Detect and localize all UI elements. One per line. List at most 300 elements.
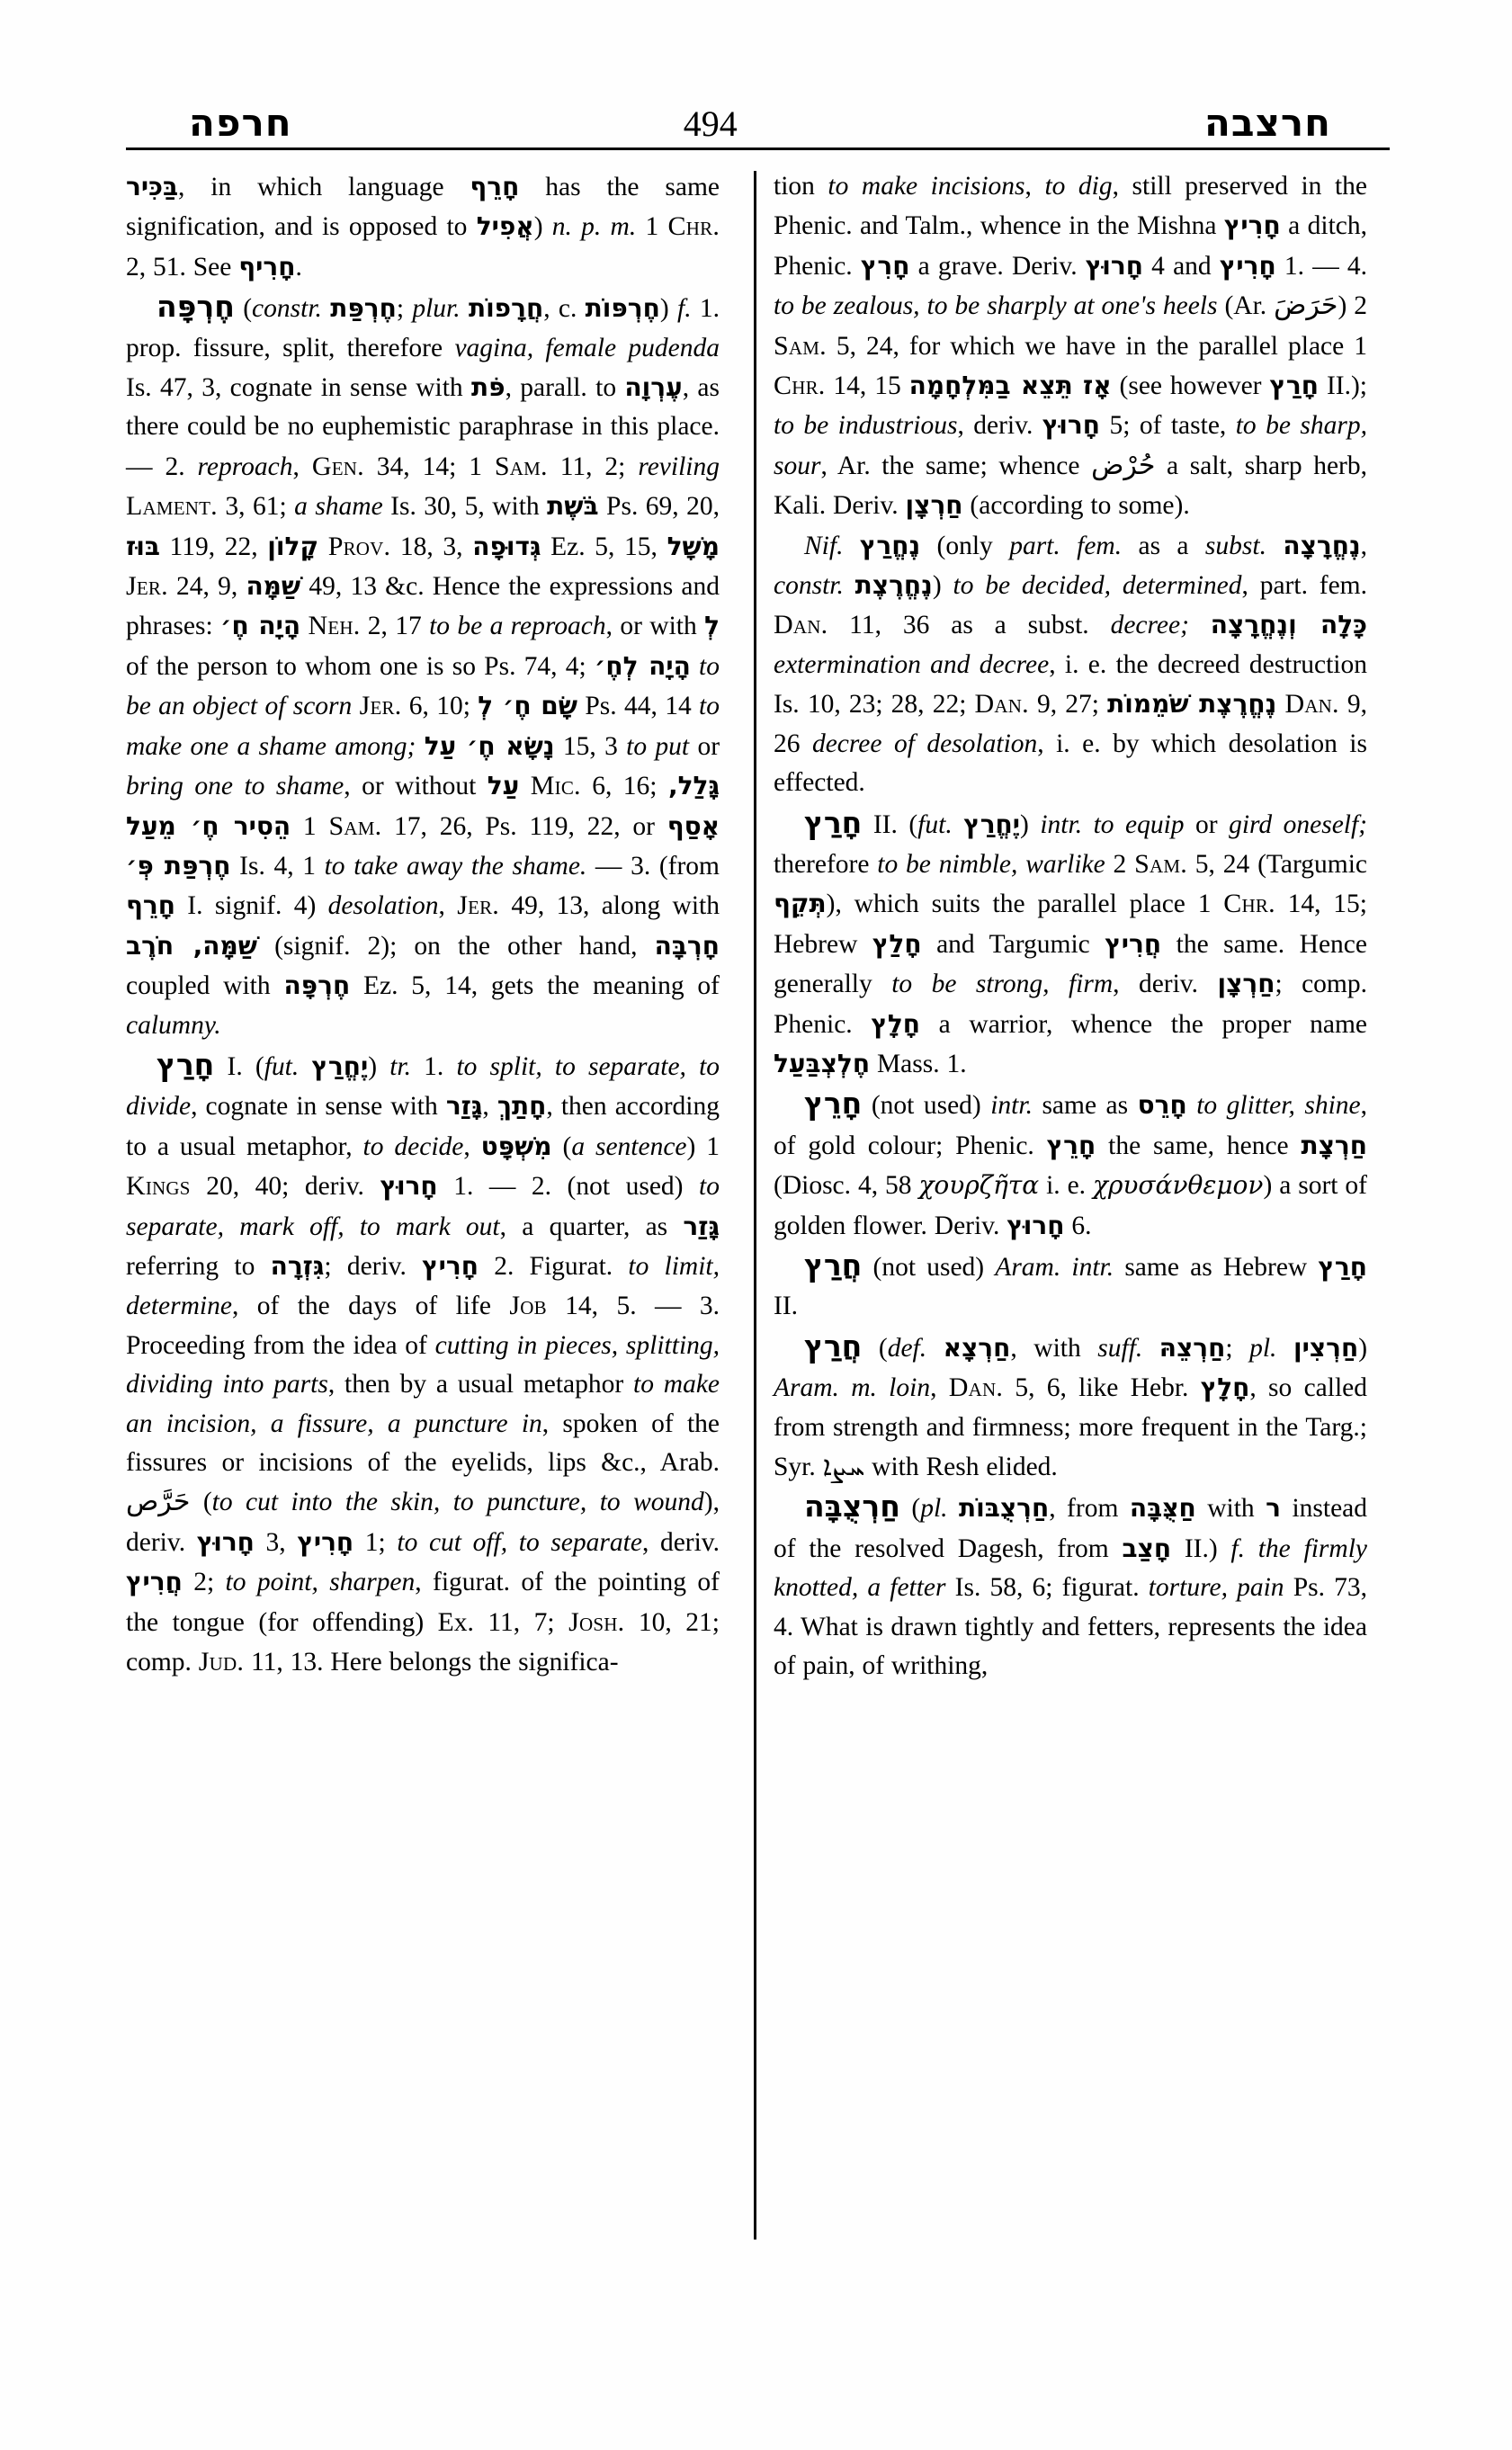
- body-text: , c.: [543, 294, 586, 324]
- body-text: [322, 294, 330, 323]
- body-text: 9, 27;: [1028, 690, 1108, 720]
- hebrew-word: חָרִיץ: [1223, 210, 1281, 241]
- body-text: , part. fem.: [1241, 571, 1367, 601]
- body-text: Ps. 69, 20,: [598, 492, 720, 522]
- body-text: therefore: [774, 849, 878, 879]
- body-text: [1266, 532, 1283, 560]
- body-text: , Ar. the same; whence: [820, 451, 1092, 480]
- hebrew-word: יֶחֱרַץ: [311, 1051, 369, 1081]
- body-text: ,: [1360, 531, 1368, 560]
- italic-gloss: to split, to separate, to divide: [126, 1051, 720, 1122]
- body-text: , deriv.: [641, 1527, 720, 1557]
- body-text: , i. e. by which desolation is effected.: [774, 729, 1367, 798]
- hebrew-word: גְּדוּפָה: [472, 531, 541, 561]
- body-text: [318, 532, 328, 561]
- scripture-reference: Dan.: [974, 689, 1029, 720]
- scripture-reference: Jer.: [359, 691, 402, 721]
- hebrew-word: חַרְצֵהּ: [1159, 1332, 1226, 1363]
- hebrew-word: חָרוּץ: [1042, 410, 1101, 441]
- italic-gloss: pl.: [1249, 1333, 1277, 1363]
- body-text: I. signif. 4): [175, 891, 328, 921]
- body-text: a ditch, Phenic.: [774, 211, 1367, 281]
- hebrew-word: חָלָץ: [1200, 1373, 1250, 1403]
- body-text: (: [899, 1494, 921, 1524]
- dictionary-entry: [774, 1327, 1367, 1488]
- running-head-right-headword: חרצבה: [1203, 101, 1331, 145]
- hebrew-word: חָרֵס: [1137, 1090, 1187, 1121]
- body-text: 11, 13. Here belongs the significa-: [244, 1648, 619, 1677]
- hebrew-word: חֶרְפַּת: [330, 293, 397, 324]
- body-text: , then by a usual metaphor: [327, 1370, 634, 1399]
- body-text: 11, 2;: [547, 452, 639, 481]
- body-text: instead of the resolved Dagesh, from: [774, 1494, 1368, 1563]
- hebrew-word: הָיָה לְחֶ׳: [594, 650, 691, 681]
- hebrew-word: אֲפִיל: [476, 211, 534, 242]
- body-text: 119, 22,: [159, 532, 268, 561]
- hebrew-word: חֲרַץ: [804, 1328, 863, 1364]
- italic-gloss: to dig: [1044, 172, 1113, 201]
- scripture-reference: Lament.: [126, 491, 218, 522]
- italic-gloss: fut.: [264, 1051, 300, 1081]
- hebrew-word: חָרֵץ: [804, 1086, 863, 1122]
- hebrew-word: פֹּת: [471, 372, 505, 403]
- body-text: 14, 5. — 3. Proceeding from the idea of: [126, 1292, 720, 1360]
- body-text: 2;: [182, 1568, 226, 1597]
- scripture-reference: Chr.: [667, 211, 720, 242]
- hebrew-word: חָרֵץ: [1046, 1130, 1096, 1160]
- hebrew-word: גָּזַר: [683, 1211, 720, 1241]
- italic-gloss: to be a reproach: [429, 612, 606, 641]
- italic-gloss: to put: [626, 731, 690, 761]
- body-text: [926, 1334, 944, 1363]
- dictionary-entry: [126, 287, 720, 1045]
- hebrew-word: תְּקֵף: [774, 889, 827, 919]
- body-text: (according to some).: [962, 491, 1190, 521]
- body-text: 2: [1105, 849, 1135, 879]
- body-text: a grave. Deriv.: [909, 251, 1086, 281]
- hebrew-word: נֶחֱרֶצֶת שֹׁמֵמוֹת: [1107, 689, 1277, 720]
- italic-gloss: to separate, mark off, to mark out: [126, 1172, 720, 1241]
- greek-word: χρυσάνθεμον: [1092, 1170, 1264, 1201]
- hebrew-word: נָשָׂא חֶ׳ עַל: [424, 730, 555, 761]
- italic-gloss: suff.: [1097, 1333, 1143, 1363]
- body-text: 34, 14; 1: [363, 452, 495, 481]
- body-text: has the same signification, and is opposed to: [126, 173, 720, 242]
- body-text: 1. — 2. (not used): [437, 1172, 700, 1202]
- body-text: ): [932, 571, 953, 601]
- dictionary-entry: [126, 1045, 720, 1683]
- italic-gloss: calumny.: [126, 1010, 221, 1040]
- body-text: [299, 1052, 311, 1081]
- scripture-reference: Gen.: [311, 451, 364, 481]
- italic-gloss: def.: [887, 1333, 927, 1363]
- body-text: Ps. 73, 4. What is drawn tightly and fetters, represents the idea of pain, of writhing,: [774, 1573, 1367, 1681]
- italic-gloss: to be decided, determined: [953, 571, 1242, 601]
- italic-gloss: to limit, determine: [126, 1251, 720, 1321]
- dictionary-entry: [774, 1084, 1367, 1246]
- hebrew-word: חַרְצֻבּוֹת: [959, 1493, 1050, 1524]
- body-text: and Targumic: [921, 929, 1105, 959]
- italic-gloss: plur.: [412, 294, 461, 324]
- body-text: , with: [1010, 1333, 1098, 1363]
- body-text: (not used): [862, 1252, 996, 1282]
- hebrew-word: חָרוּץ: [1007, 1210, 1065, 1240]
- body-text: ), deriv.: [126, 1488, 720, 1557]
- left-column: [126, 167, 739, 2245]
- italic-gloss: to be industrious: [774, 411, 958, 441]
- body-text: [953, 810, 963, 839]
- dictionary-entry: [774, 1246, 1367, 1327]
- body-text: 5, 24 (Targumic: [1186, 849, 1367, 879]
- body-text: .: [295, 252, 302, 282]
- body-text: ,: [930, 1373, 949, 1403]
- body-text: ;: [1225, 1333, 1250, 1363]
- body-text: ): [1358, 1333, 1368, 1363]
- body-text: 14, 15: [825, 371, 909, 401]
- body-text: , a quarter, as: [499, 1212, 684, 1241]
- body-text: II.);: [1319, 371, 1367, 401]
- body-text: 20, 40; deriv.: [190, 1172, 380, 1202]
- scripture-reference: Sam.: [1134, 848, 1187, 879]
- body-text: 49, 13, along with: [499, 891, 720, 921]
- scripture-reference: Jud.: [198, 1647, 245, 1677]
- body-text: 2, 51. See: [126, 252, 239, 282]
- body-text: a warrior, whence the proper name: [920, 1009, 1367, 1039]
- hebrew-word: חֶרְפָּה: [157, 289, 235, 325]
- italic-gloss: to point, sharpen: [225, 1568, 416, 1597]
- hebrew-word: חַצֻּבָּה: [1129, 1493, 1196, 1524]
- hebrew-word: חַרְצֻבָּה: [804, 1489, 900, 1525]
- scripture-reference: Kings: [126, 1171, 191, 1202]
- body-text: ): [368, 1051, 390, 1081]
- hebrew-word: עַל: [487, 771, 520, 801]
- hebrew-word: חֶרְפָּה: [283, 970, 351, 1001]
- italic-gloss: to cut into the skin, to puncture, to wound: [211, 1488, 704, 1517]
- body-text: [844, 571, 855, 600]
- hebrew-word: לְ: [704, 611, 720, 641]
- body-text: (: [551, 1131, 572, 1161]
- body-text: I. (: [214, 1051, 264, 1081]
- body-text: the same, hence: [1096, 1131, 1302, 1160]
- scripture-reference: Sam.: [774, 330, 827, 361]
- hebrew-word: חֲרִיץ: [1105, 928, 1162, 959]
- italic-gloss: to decide: [362, 1131, 464, 1161]
- italic-gloss: to be sharp, sour: [774, 411, 1367, 480]
- italic-gloss: desolation: [327, 891, 439, 921]
- hebrew-word: חָרַץ: [1318, 1251, 1367, 1282]
- body-text: ): [533, 212, 552, 242]
- hebrew-word: חֲרָפוֹת: [468, 293, 544, 324]
- italic-gloss: tr.: [389, 1051, 412, 1081]
- body-text: 15, 3: [554, 731, 627, 761]
- italic-gloss: vagina, female pudenda: [454, 333, 720, 362]
- body-text: 1: [291, 811, 329, 841]
- body-text: [1142, 1334, 1159, 1363]
- body-text: as a: [1122, 531, 1205, 560]
- hebrew-word: אָסַף חֶרְפַּת פְּ׳: [126, 810, 720, 881]
- scripture-reference: Josh.: [568, 1606, 625, 1637]
- body-text: same as Hebrew: [1114, 1252, 1319, 1282]
- body-text: (Ar.: [1217, 291, 1275, 321]
- right-column: [739, 167, 1367, 2245]
- italic-gloss: a shame: [294, 492, 383, 522]
- body-text: [1187, 1091, 1196, 1120]
- body-text: , spoken of the fissures or incisions of the eyelids, lips &c., Arab.: [126, 1408, 720, 1477]
- italic-gloss: n. p. m.: [551, 212, 637, 242]
- italic-gloss: to make incisions: [828, 172, 1025, 201]
- hebrew-word: שַׁמָּה, חֹרֶב: [126, 930, 257, 961]
- italic-gloss: reproach: [197, 452, 293, 481]
- body-text: referring to: [126, 1251, 271, 1281]
- body-text: Is. 47, 3, cognate in sense with: [126, 373, 472, 403]
- hebrew-word: חָרוּץ: [196, 1526, 255, 1557]
- body-text: (see however: [1111, 371, 1270, 401]
- body-text: (: [190, 1488, 212, 1517]
- body-text: 4 and: [1142, 251, 1220, 281]
- body-text: with: [1195, 1494, 1266, 1524]
- scripture-reference: Dan.: [948, 1373, 1004, 1403]
- body-text: 1;: [353, 1527, 398, 1557]
- body-text: , figurat. of the pointing of the tongue (for offending) Ex. 11, 7;: [126, 1568, 720, 1637]
- hebrew-word: חַרְצָא: [943, 1332, 1011, 1363]
- body-text: a salt, sharp herb, Kali. Deriv.: [774, 451, 1368, 521]
- italic-gloss: to make an incision, a fissure, a puncture in: [126, 1370, 720, 1438]
- hebrew-word: חַרְצָן: [905, 490, 963, 521]
- italic-gloss: Aram. m. loin: [774, 1373, 931, 1403]
- body-text: Mass. 1.: [870, 1049, 967, 1078]
- dictionary-entry: [774, 167, 1367, 526]
- body-text: , then according to a usual metaphor,: [126, 1092, 720, 1161]
- body-text: , of the days of life: [231, 1292, 510, 1321]
- hebrew-word: יֶחֱרַץ: [963, 809, 1021, 839]
- body-text: 6, 16;: [580, 772, 668, 801]
- body-text: , or without: [344, 772, 488, 801]
- body-text: ,: [482, 1092, 497, 1122]
- arabic-word: ܚܨܐ: [822, 1451, 865, 1482]
- body-text: Is. 4, 1: [230, 851, 325, 881]
- italic-gloss: to be an object of scorn: [126, 651, 720, 721]
- italic-gloss: intr. to equip: [1040, 809, 1185, 839]
- hebrew-word: עֶרְוָה: [624, 372, 683, 403]
- body-text: (signif. 2); on the other hand,: [257, 931, 655, 961]
- body-text: [519, 772, 530, 800]
- italic-gloss: f.: [677, 294, 692, 324]
- italic-gloss: to be zealous, to be sharply at one's heels: [774, 291, 1218, 321]
- scripture-reference: Sam.: [494, 451, 548, 481]
- body-text: tion: [774, 172, 828, 201]
- body-text: ,: [463, 1131, 481, 1161]
- body-text: [416, 732, 424, 761]
- body-text: II.): [1171, 1533, 1231, 1563]
- body-text: , from: [1049, 1494, 1130, 1524]
- hebrew-word: חַרְצִין: [1293, 1332, 1359, 1363]
- scripture-reference: Dan.: [1284, 689, 1339, 720]
- body-columns: [126, 167, 1394, 2245]
- hebrew-word: חָרַץ: [804, 804, 863, 840]
- body-text: [691, 652, 699, 681]
- body-text: , cognate in sense with: [191, 1092, 446, 1122]
- body-text: 9, 26: [774, 690, 1368, 758]
- scripture-reference: Sam.: [328, 810, 382, 841]
- hebrew-word: חֲרַץ: [804, 1247, 863, 1283]
- body-text: or: [689, 731, 720, 761]
- body-text: — 3. (from: [586, 851, 720, 881]
- body-text: 11, 36 as a subst.: [828, 611, 1111, 640]
- hebrew-word: גָּלַל, הֵסִיר חֶ׳ מֵעַל: [126, 771, 720, 841]
- body-text: (: [234, 294, 253, 324]
- scripture-reference: Mic.: [530, 771, 581, 801]
- hebrew-word: חֶלְצְבַּעַל: [774, 1048, 871, 1078]
- italic-gloss: Nif.: [804, 531, 844, 560]
- italic-gloss: extermination and decree: [774, 649, 1050, 679]
- page-number: 494: [683, 103, 738, 144]
- italic-gloss: to cut off, to separate: [397, 1527, 642, 1557]
- italic-gloss: torture, pain: [1148, 1573, 1284, 1603]
- dictionary-entry: [774, 1487, 1367, 1685]
- body-text: coupled with: [126, 971, 284, 1001]
- hebrew-word: חָרֵף: [126, 890, 175, 921]
- hebrew-word: נֶחֱרָצָה: [1283, 530, 1361, 560]
- body-text: with Resh elided.: [864, 1453, 1058, 1481]
- scripture-reference: Prov.: [327, 531, 391, 561]
- body-text: [948, 1494, 959, 1523]
- body-text: , in which language: [178, 173, 470, 201]
- body-text: 5, 6, like Hebr.: [1003, 1373, 1201, 1403]
- body-text: ;: [396, 294, 413, 324]
- body-text: 17, 26, Ps. 119, 22, or: [381, 811, 667, 841]
- hebrew-word: חַרְצָת: [1301, 1130, 1368, 1160]
- italic-gloss: f. the firmly knotted, a fetter: [774, 1533, 1367, 1603]
- body-text: Ez. 5, 15,: [541, 532, 667, 561]
- body-text: ) 2: [1338, 291, 1368, 321]
- hebrew-word: חָרִץ: [860, 250, 910, 281]
- italic-gloss: gird oneself;: [1229, 809, 1368, 839]
- hebrew-word: חַרְצָן: [1217, 969, 1275, 999]
- body-text: 49, 13 &c. Hence the expressions and phrases:: [126, 572, 720, 641]
- body-text: ) 1: [686, 1131, 720, 1161]
- header-rule: [126, 148, 1390, 150]
- italic-gloss: cutting in pieces, splitting, dividing into parts: [126, 1330, 720, 1399]
- hebrew-word: חָצַב: [1122, 1533, 1172, 1563]
- body-text: [352, 692, 359, 720]
- body-text: (Diosc. 4, 58: [774, 1171, 919, 1201]
- hebrew-word: חָלָץ: [871, 1008, 920, 1039]
- hebrew-word: נֶחֱרֶצֶת: [854, 570, 933, 601]
- body-text: , deriv.: [1113, 970, 1218, 999]
- hebrew-word: גָּזַר: [445, 1091, 483, 1122]
- hebrew-word: חָרְבָּה: [654, 930, 720, 961]
- hebrew-word: חָרִיץ: [297, 1526, 354, 1557]
- italic-gloss: a sentence: [571, 1131, 687, 1161]
- arabic-word: حَرَضَ: [1274, 290, 1338, 322]
- hebrew-word: קָלוֹן: [267, 531, 319, 561]
- body-text: [1189, 611, 1211, 639]
- body-text: 1. — 4.: [1275, 251, 1367, 281]
- hebrew-word: נֶחֱרַץ: [859, 530, 921, 560]
- italic-gloss: constr.: [774, 571, 844, 601]
- hebrew-word: חָרִיף: [238, 251, 296, 282]
- body-text: 1: [636, 212, 668, 242]
- hebrew-word: חָרִיץ: [1219, 250, 1276, 281]
- italic-gloss: Aram. intr.: [995, 1252, 1114, 1282]
- body-text: 18, 3,: [390, 532, 473, 561]
- body-text: Ez. 5, 14, gets the meaning of: [350, 971, 720, 1001]
- body-text: , parall. to: [505, 373, 625, 403]
- body-text: , or with: [605, 612, 705, 641]
- body-text: ), which suits the parallel place 1: [826, 890, 1224, 919]
- hebrew-word: בַּכִּיר: [126, 172, 179, 201]
- italic-gloss: reviling: [638, 452, 720, 481]
- body-text: , still preserved in the Phenic. and Talm., whence in the Mishna: [774, 172, 1367, 241]
- body-text: 24, 9,: [167, 572, 246, 602]
- italic-gloss: fut.: [917, 809, 953, 839]
- body-text: 2, 17: [360, 612, 430, 641]
- hebrew-word: חָרַץ: [1269, 371, 1320, 401]
- hebrew-word: חָרַץ: [157, 1046, 215, 1082]
- scripture-reference: Job: [509, 1291, 547, 1321]
- italic-gloss: subst.: [1204, 531, 1266, 560]
- hebrew-word: מִשְׁפָּט: [480, 1131, 552, 1161]
- body-text: 3,: [254, 1527, 298, 1557]
- body-text: II.: [774, 1292, 799, 1321]
- italic-gloss: to be strong, firm: [891, 970, 1114, 999]
- body-text: 5; of taste,: [1100, 411, 1236, 441]
- body-text: ): [659, 294, 677, 324]
- body-text: 14, 15; Hebrew: [774, 890, 1367, 959]
- hebrew-word: בּוּז: [126, 531, 160, 561]
- hebrew-word: גִּזְרָה: [270, 1250, 325, 1281]
- body-text: ): [1020, 809, 1041, 839]
- body-text: or: [1184, 809, 1230, 839]
- italic-gloss: part. fem.: [1009, 531, 1123, 560]
- greek-word: χουρζῆτα: [918, 1170, 1040, 1201]
- hebrew-word: חָתַךְ: [497, 1091, 547, 1122]
- body-text: ,: [1024, 172, 1045, 201]
- hebrew-word: חָרוּץ: [1085, 250, 1143, 281]
- italic-gloss: decree;: [1110, 611, 1189, 640]
- body-text: (: [862, 1333, 888, 1363]
- scripture-reference: Chr.: [774, 371, 826, 401]
- dictionary-entry: [126, 167, 720, 287]
- hebrew-word: חָלַץ: [872, 928, 922, 959]
- body-text: ; deriv.: [324, 1251, 423, 1281]
- hebrew-word: אָז תֵּצֵא בַמִּלְחָמָה: [908, 371, 1112, 401]
- hebrew-word: הָיָה חֶ׳: [220, 611, 301, 641]
- italic-gloss: decree of desolation: [811, 729, 1038, 758]
- italic-gloss: intr.: [990, 1091, 1033, 1121]
- dictionary-entry: [774, 526, 1367, 803]
- body-text: ; comp. Phenic.: [774, 970, 1367, 1039]
- body-text: 3, 61;: [217, 492, 295, 522]
- arabic-word: حَرَّص: [126, 1486, 191, 1518]
- body-text: [1276, 1334, 1293, 1363]
- body-text: (not used): [862, 1091, 991, 1121]
- body-text: the same. Hence generally: [774, 929, 1367, 999]
- scripture-reference: Neh.: [308, 611, 361, 641]
- body-text: 6.: [1064, 1211, 1092, 1240]
- running-head-left-headword: חרפה: [189, 101, 292, 145]
- body-text: Is. 30, 5, with: [382, 492, 548, 522]
- body-text: Ps. 44, 14: [577, 692, 700, 721]
- scripture-reference: Jer.: [457, 890, 500, 921]
- body-text: , so called from strength and firmness; more frequent in the Targ.; Syr.: [774, 1373, 1367, 1481]
- hebrew-word: שָׂם חֶ׳ לְ: [478, 691, 578, 721]
- arabic-word: حُرْض: [1091, 449, 1156, 481]
- running-head: [189, 77, 1331, 145]
- scripture-reference: Chr.: [1223, 889, 1275, 919]
- italic-gloss: constr.: [252, 294, 322, 324]
- italic-gloss: pl.: [920, 1494, 948, 1524]
